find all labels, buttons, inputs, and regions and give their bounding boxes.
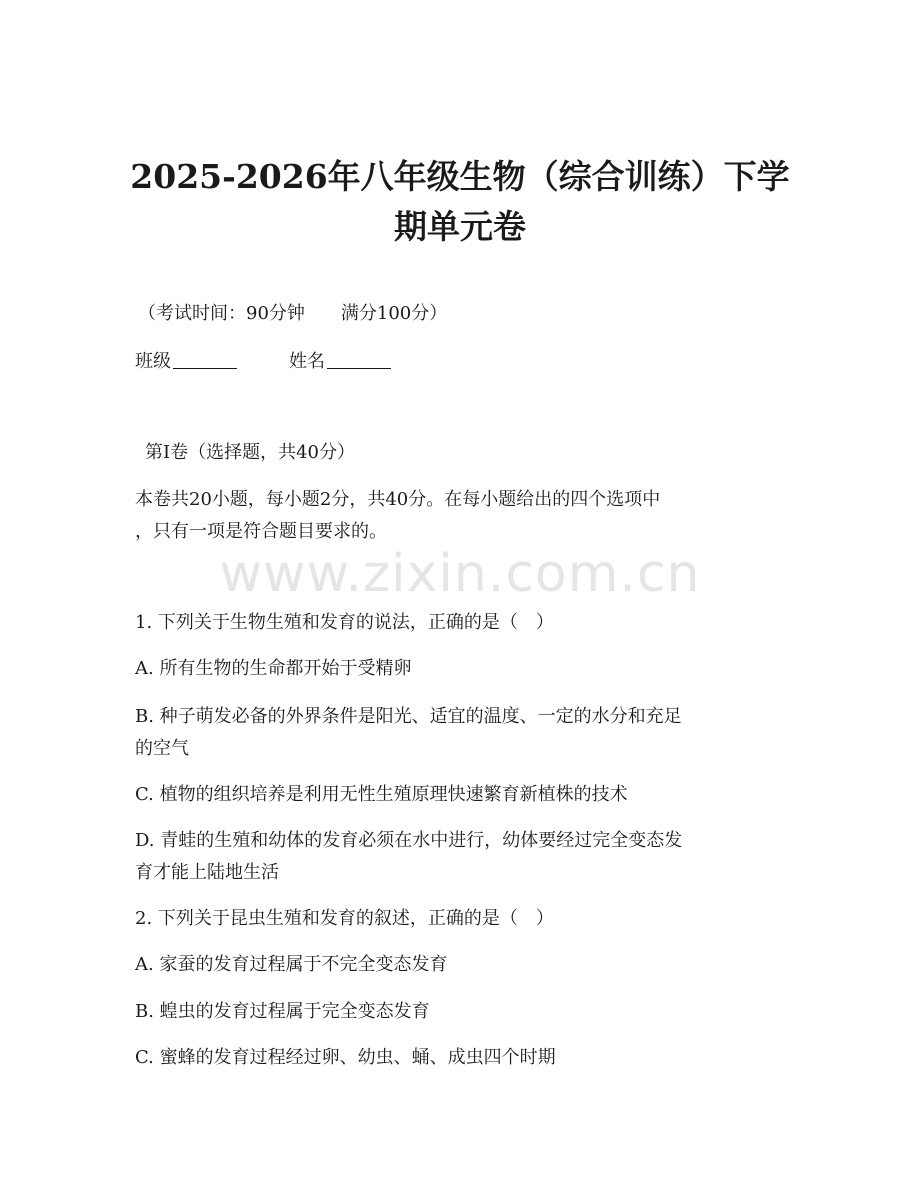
instructions-line-2: ，只有一项是符合题目要求的。 <box>135 521 387 542</box>
question-1-option-a: A. 所有生物的生命都开始于受精卵 <box>135 658 412 679</box>
question-2-stem: 2. 下列关于昆虫生殖和发育的叙述，正确的是（ ） <box>135 908 554 929</box>
class-blank <box>173 348 237 369</box>
class-label: 班级 <box>135 351 171 372</box>
question-1-option-d: D. 青蛙的生殖和幼体的发育必须在水中进行，幼体要经过完全变态发 <box>135 830 683 851</box>
question-2-option-a: A. 家蚕的发育过程属于不完全变态发育 <box>135 954 448 975</box>
watermark: www.zixin.com.cn <box>219 544 701 604</box>
name-label: 姓名 <box>289 351 325 372</box>
question-1-option-b-cont: 的空气 <box>135 738 189 759</box>
title-line-1: 2025-2026年八年级生物（综合训练）下学 <box>130 157 790 196</box>
document-title <box>100 152 820 252</box>
question-1-option-d-cont: 育才能上陆地生活 <box>135 862 279 883</box>
exam-info: （考试时间：90分钟 满分100分） <box>138 303 448 324</box>
question-1-stem: 1. 下列关于生物生殖和发育的说法，正确的是（ ） <box>135 612 554 633</box>
section-title: 第I卷（选择题，共40分） <box>145 442 356 463</box>
title-line-2: 期单元卷 <box>394 207 526 246</box>
instructions-line-1: 本卷共20小题，每小题2分，共40分。在每小题给出的四个选项中 <box>135 489 661 510</box>
name-blank <box>327 348 391 369</box>
student-info-row <box>135 346 795 378</box>
question-2-option-c: C. 蜜蜂的发育过程经过卵、幼虫、蛹、成虫四个时期 <box>135 1047 556 1068</box>
question-1-option-c: C. 植物的组织培养是利用无性生殖原理快速繁育新植株的技术 <box>135 784 628 805</box>
question-2-option-b: B. 蝗虫的发育过程属于完全变态发育 <box>135 1001 430 1022</box>
question-1-option-b: B. 种子萌发必备的外界条件是阳光、适宜的温度、一定的水分和充足 <box>135 706 682 727</box>
